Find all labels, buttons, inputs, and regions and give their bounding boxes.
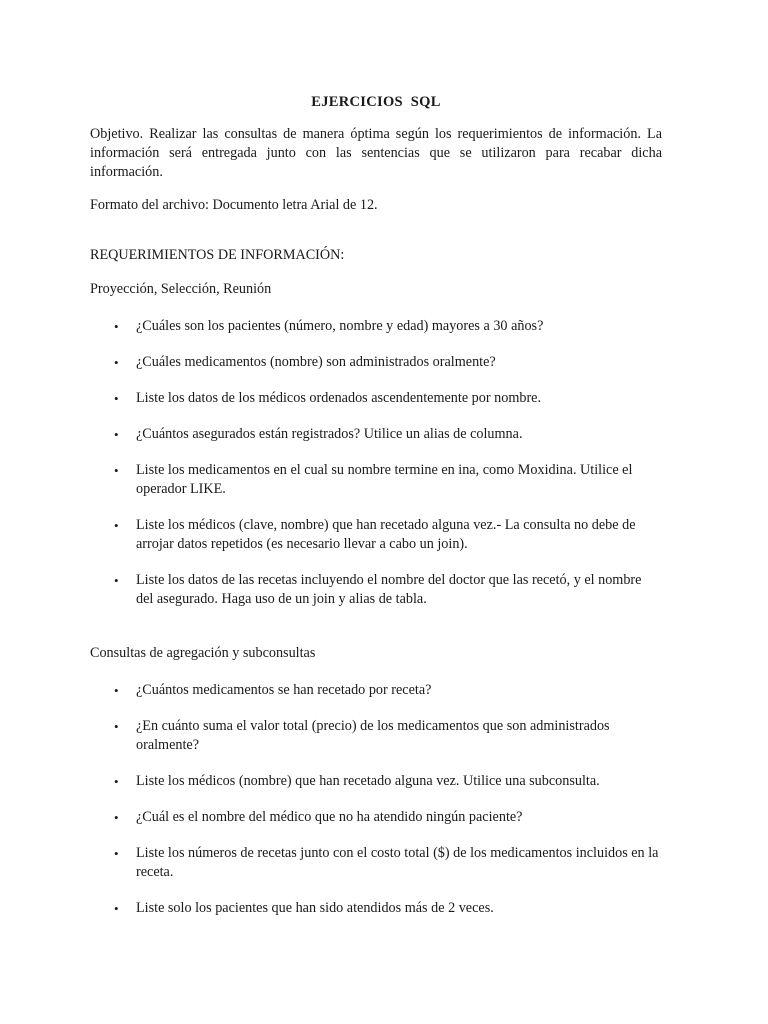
bullet-icon: • [114, 319, 119, 334]
bullet-icon: • [114, 683, 119, 698]
list-item [90, 516, 662, 554]
list-item [90, 571, 662, 609]
document-page [90, 93, 662, 935]
requirements-heading: REQUERIMIENTOS DE INFORMACIÓN: [90, 247, 345, 263]
list-item-text: ¿En cuánto suma el valor total (precio) de los medicamentos que son administrados oralmente? [136, 718, 610, 753]
list-item-text: Liste solo los pacientes que han sido atendidos más de 2 veces. [136, 900, 494, 916]
list-item [90, 317, 662, 336]
list-item [90, 772, 662, 791]
objective-paragraph: Objetivo. Realizar las consultas de manera óptima según los requerimientos de información. La información será entregada junto con las sentencias que se utilizaron para recabar dicha información. [90, 126, 662, 180]
list-item-text: Liste los datos de las recetas incluyendo el nombre del doctor que las recetó, y el nombre del asegurado. Haga uso de un join y alias de tabla. [136, 572, 642, 607]
bullet-icon: • [114, 355, 119, 370]
bullet-icon: • [114, 518, 119, 533]
list-item-text: Liste los médicos (nombre) que han recetado alguna vez. Utilice una subconsulta. [136, 773, 600, 789]
list-item [90, 844, 662, 882]
section-heading-projection: Proyección, Selección, Reunión [90, 281, 272, 297]
list-item-text: Liste los números de recetas junto con el costo total ($) de los medicamentos incluidos en la receta. [136, 845, 659, 880]
list-item-text: ¿Cuáles medicamentos (nombre) son administrados oralmente? [136, 354, 496, 370]
bullet-icon: • [114, 463, 119, 478]
section-heading-aggregation: Consultas de agregación y subconsultas [90, 645, 316, 661]
list-item-text: ¿Cuántos medicamentos se han recetado por receta? [136, 682, 432, 698]
bullet-icon: • [114, 427, 119, 442]
list-item [90, 353, 662, 372]
bullet-icon: • [114, 846, 119, 861]
bullet-icon: • [114, 901, 119, 916]
list-item [90, 425, 662, 444]
list-item-text: ¿Cuáles son los pacientes (número, nombre y edad) mayores a 30 años? [136, 318, 544, 334]
requirements-list-2 [90, 681, 662, 918]
list-item [90, 808, 662, 827]
list-item [90, 461, 662, 499]
bullet-icon: • [114, 573, 119, 588]
list-item-text: ¿Cuál es el nombre del médico que no ha atendido ningún paciente? [136, 809, 523, 825]
format-paragraph: Formato del archivo: Documento letra Arial de 12. [90, 197, 378, 213]
list-item [90, 681, 662, 700]
bullet-icon: • [114, 774, 119, 789]
bullet-icon: • [114, 810, 119, 825]
requirements-list-1 [90, 317, 662, 609]
list-item-text: Liste los datos de los médicos ordenados ascendentemente por nombre. [136, 390, 542, 406]
list-item-text: ¿Cuántos asegurados están registrados? Utilice un alias de columna. [136, 426, 523, 442]
list-item [90, 899, 662, 918]
list-item-text: Liste los medicamentos en el cual su nombre termine en ina, como Moxidina. Utilice el operador LIKE. [136, 462, 633, 497]
list-item [90, 389, 662, 408]
list-item [90, 717, 662, 755]
bullet-icon: • [114, 719, 119, 734]
document-title: EJERCICIOS SQL [311, 94, 441, 110]
list-item-text: Liste los médicos (clave, nombre) que han recetado alguna vez.- La consulta no debe de arrojar datos repetidos (es necesario llevar a cabo un join). [136, 517, 636, 552]
bullet-icon: • [114, 391, 119, 406]
